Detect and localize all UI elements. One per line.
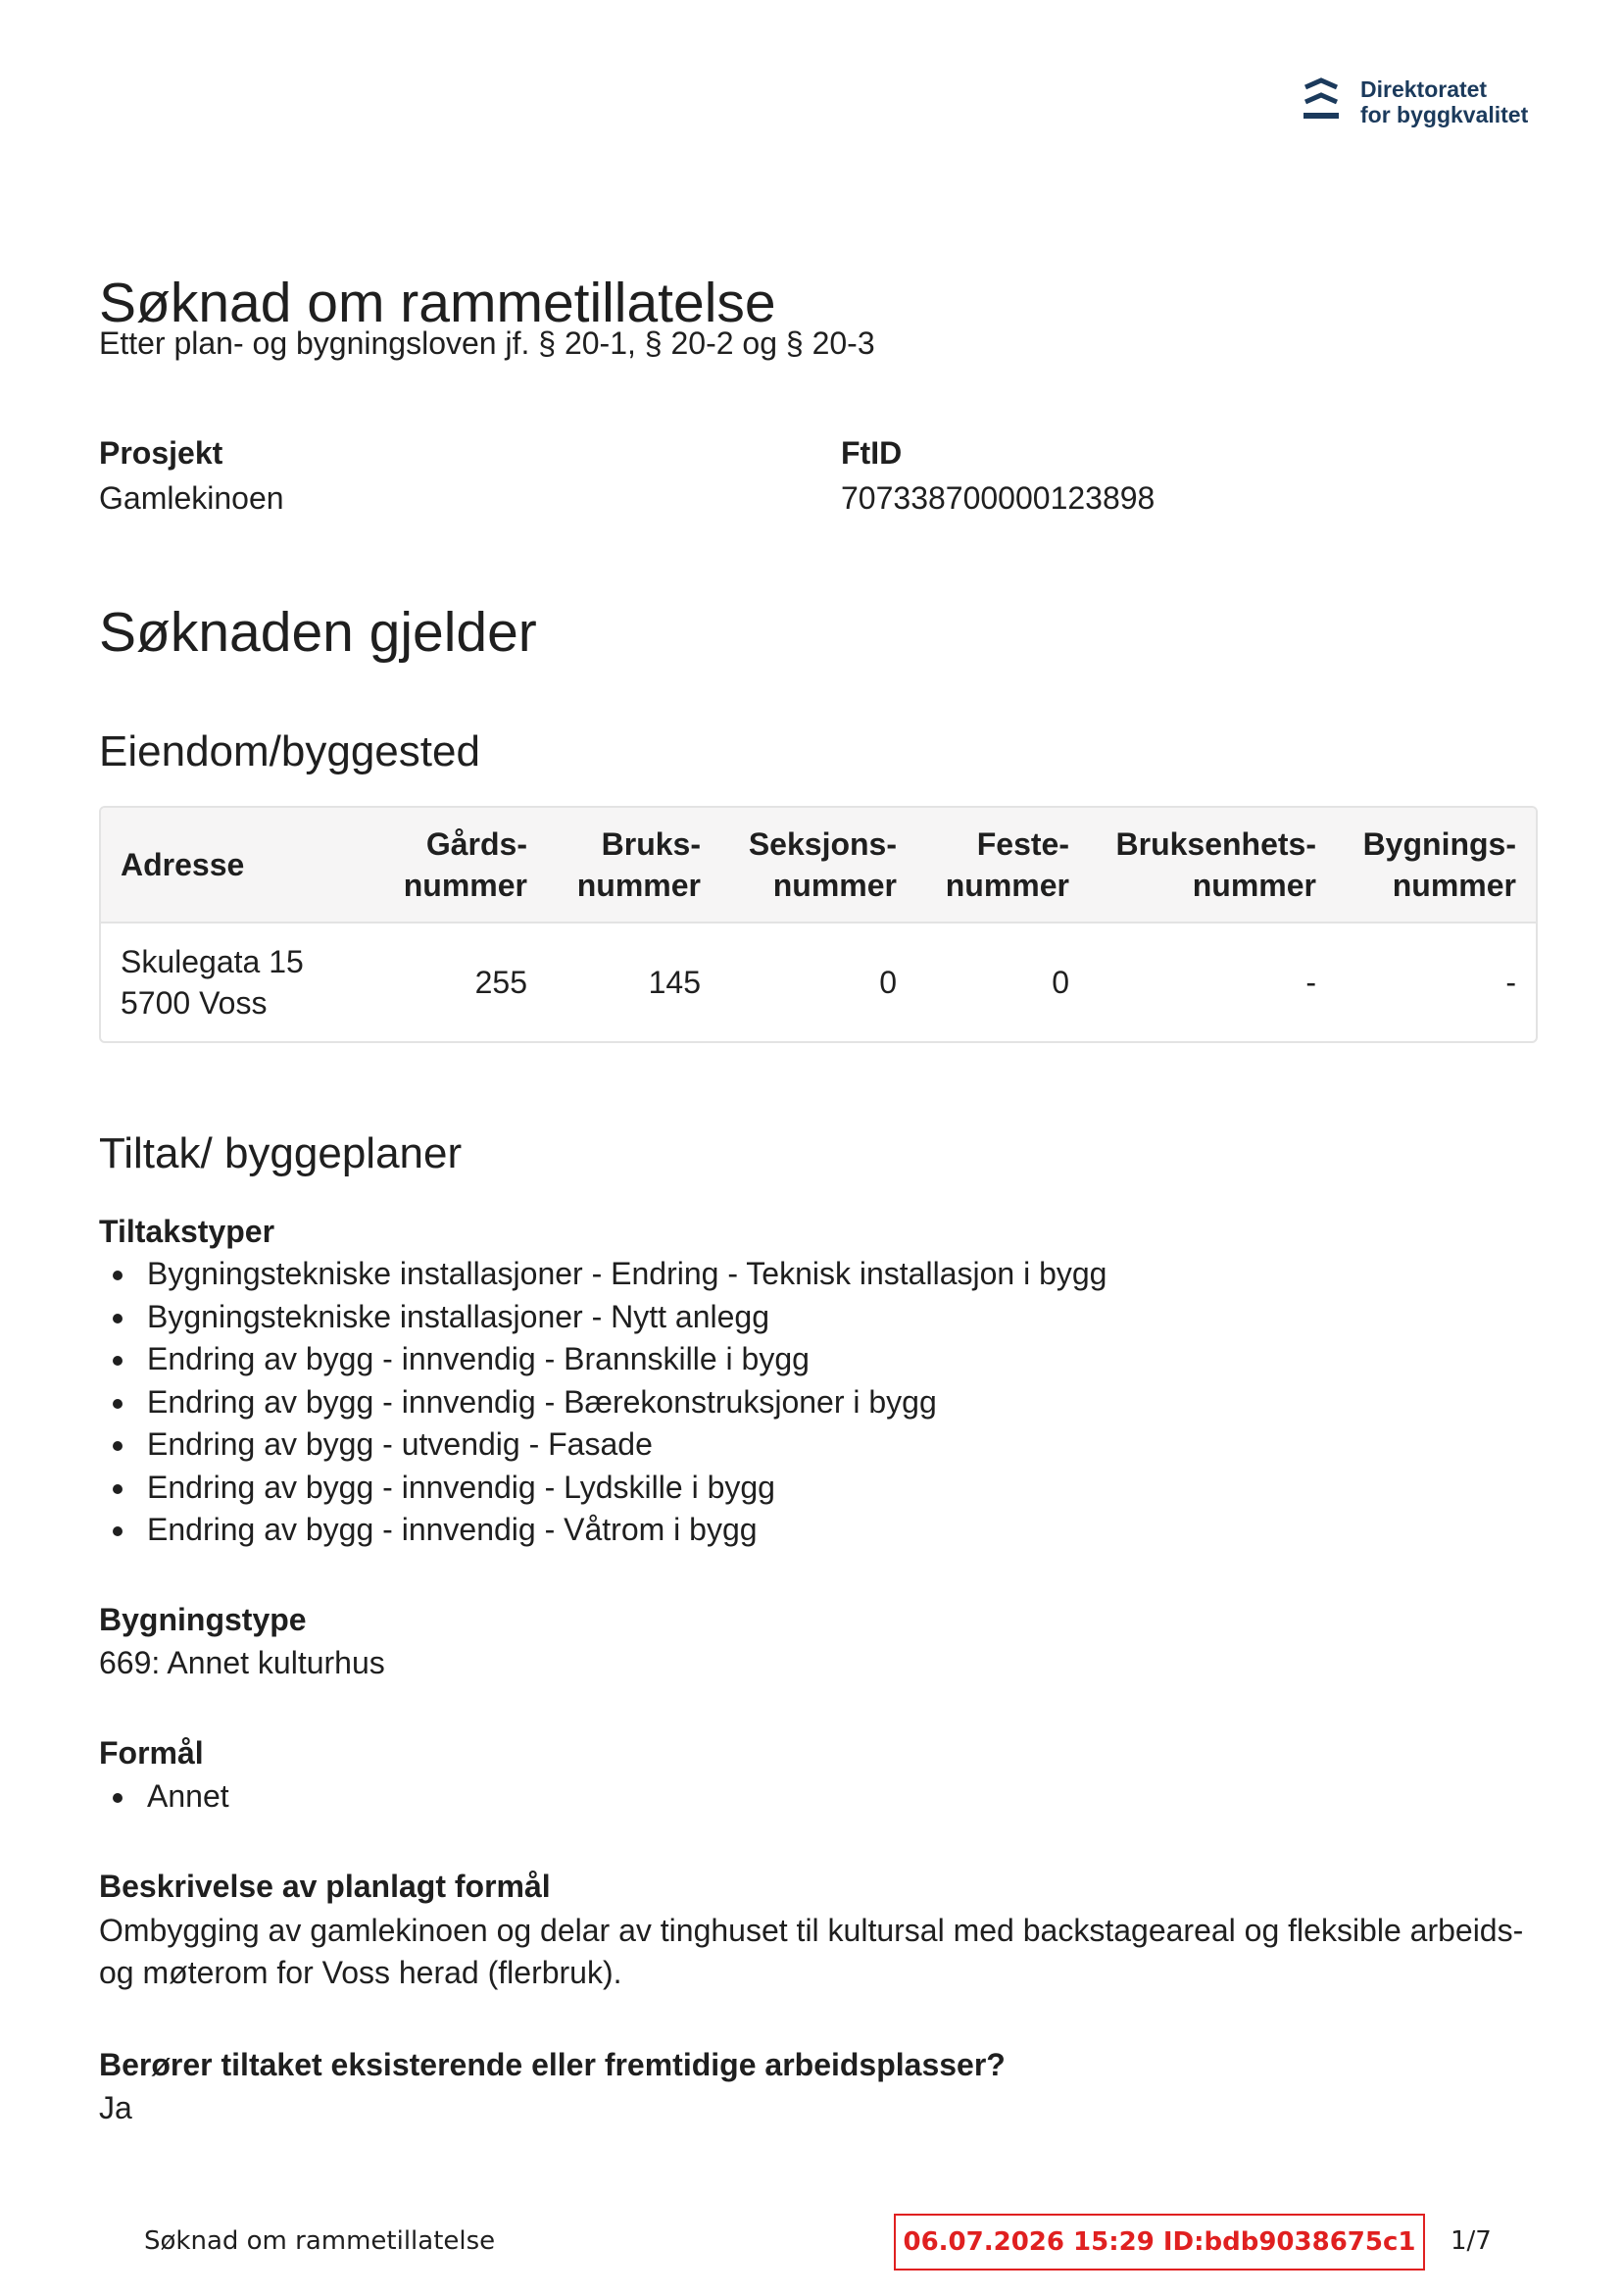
- list-item: Bygningstekniske installasjoner - Nytt anlegg: [99, 1296, 1107, 1339]
- col-header-gards: Gårds- nummer: [403, 826, 527, 903]
- cell-bruksenhets: -: [1305, 965, 1316, 1000]
- col-header-bruks: Bruks- nummer: [576, 826, 701, 903]
- page-number: 1/7: [1451, 2226, 1492, 2256]
- col-header-adresse: Adresse: [121, 847, 245, 882]
- col-header-seksjons: Seksjons- nummer: [748, 826, 897, 903]
- timestamp-stamp: 06.07.2026 15:29 ID:bdb9038675c1: [894, 2214, 1425, 2271]
- logo-line-1: Direktoratet: [1360, 76, 1488, 102]
- arbeidsplasser-label: Berører tiltaket eksisterende eller fremtidige arbeidsplasser?: [99, 2047, 1006, 2082]
- cell-bruks: 145: [648, 965, 701, 1000]
- document-title: Søknad om rammetillatelse: [99, 272, 776, 334]
- property-table: [99, 806, 1538, 1043]
- cell-feste: 0: [1052, 965, 1069, 1000]
- bygningstype-value: 669: Annet kulturhus: [99, 1645, 385, 1680]
- beskrivelse-value: Ombygging av gamlekinoen og delar av tinghuset til kultursal med backstageareal og fleksible arbeids- og møterom for Voss herad (flerbruk).: [99, 1913, 1524, 1990]
- formal-list: [99, 1775, 229, 1819]
- list-item: Endring av bygg - innvendig - Brannskille i bygg: [99, 1338, 1107, 1381]
- list-item: Endring av bygg - innvendig - Bærekonstruksjoner i bygg: [99, 1381, 1107, 1424]
- list-item: Endring av bygg - utvendig - Fasade: [99, 1423, 1107, 1467]
- arbeidsplasser-value: Ja: [99, 2090, 132, 2125]
- property-heading: Eiendom/byggested: [99, 727, 480, 775]
- document-subtitle: Etter plan- og bygningsloven jf. § 20-1, § 20-2 og § 20-3: [99, 325, 875, 361]
- section-title: Søknaden gjelder: [99, 601, 537, 664]
- col-header-feste: Feste- nummer: [945, 826, 1069, 903]
- footer-title: Søknad om rammetillatelse: [144, 2226, 496, 2256]
- logo-text: [1360, 76, 1528, 127]
- col-header-bygnings: Bygnings- nummer: [1362, 826, 1516, 903]
- bygningstype-label: Bygningstype: [99, 1602, 307, 1637]
- cell-address: Skulegata 15 5700 Voss: [121, 944, 304, 1021]
- dibk-logo: [1302, 76, 1528, 127]
- measures-heading: Tiltak/ byggeplaner: [99, 1129, 463, 1177]
- tiltakstyper-list: [99, 1253, 1107, 1552]
- list-item: Endring av bygg - innvendig - Lydskille i bygg: [99, 1467, 1107, 1510]
- project-label: Prosjekt: [99, 435, 223, 471]
- project-value: Gamlekinoen: [99, 480, 284, 516]
- list-item: Endring av bygg - innvendig - Våtrom i bygg: [99, 1509, 1107, 1552]
- cell-seksjons: 0: [879, 965, 897, 1000]
- list-item: Annet: [99, 1775, 229, 1819]
- cell-bygnings: -: [1505, 965, 1516, 1000]
- formal-label: Formål: [99, 1735, 204, 1771]
- col-header-bruksenhets: Bruksenhets- nummer: [1115, 826, 1316, 903]
- table-header: [101, 808, 1536, 923]
- logo-line-2: for byggkvalitet: [1360, 102, 1529, 127]
- beskrivelse-label: Beskrivelse av planlagt formål: [99, 1869, 551, 1904]
- ftid-label: FtID: [841, 435, 903, 471]
- cell-gards: 255: [474, 965, 527, 1000]
- dibk-logo-icon: [1302, 77, 1341, 126]
- ftid-value: 707338700000123898: [841, 480, 1156, 516]
- list-item: Bygningstekniske installasjoner - Endring - Teknisk installasjon i bygg: [99, 1253, 1107, 1296]
- tiltakstyper-label: Tiltakstyper: [99, 1214, 275, 1249]
